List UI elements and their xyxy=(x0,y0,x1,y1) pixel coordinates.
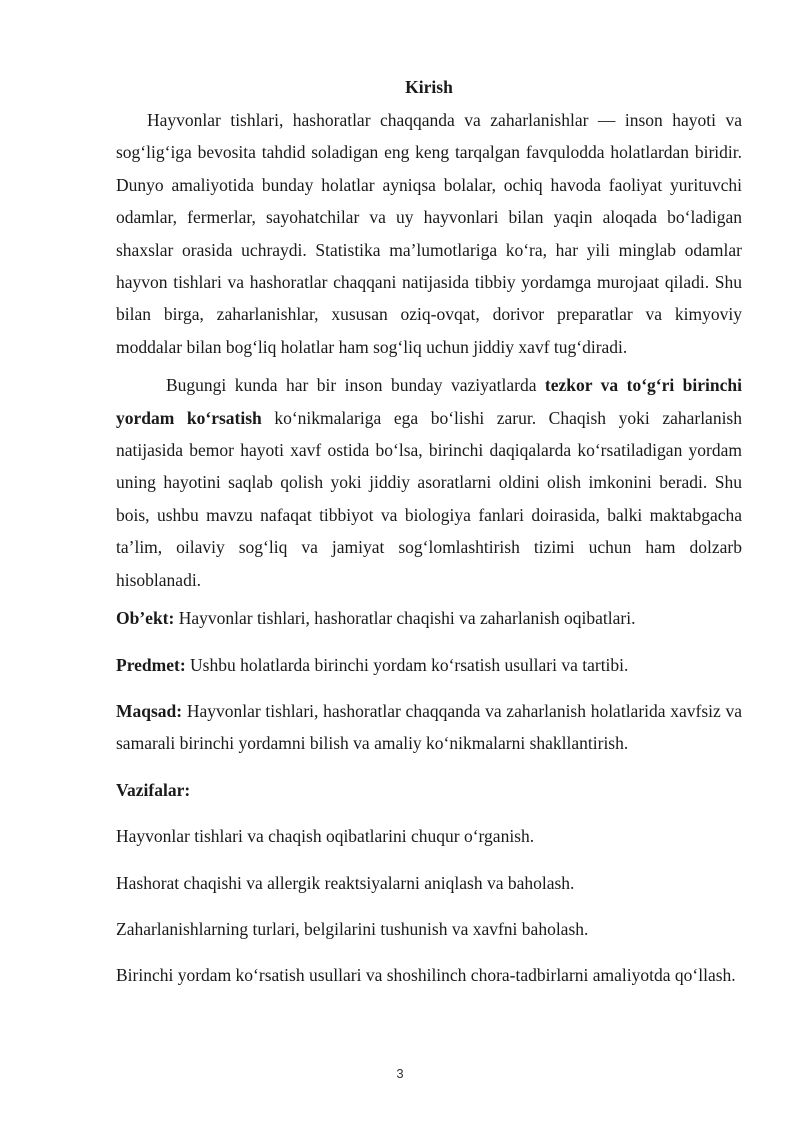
goal-text: Hayvonlar tishlari, hashoratlar chaqqanda va zaharlanish holatlarida xavfsiz va samarali birinchi yordamni bilish va amaliy ko‘nikmalarni shakllantirish. xyxy=(116,700,742,754)
object-label: Ob’ekt: xyxy=(116,608,175,629)
subject-text: Ushbu holatlarda birinchi yordam ko‘rsatish usullari va tartibi. xyxy=(185,654,629,675)
document-page xyxy=(116,72,742,1006)
task-item: Hashorat chaqishi va allergik reaktsiyalarni aniqlash va baholash. xyxy=(116,872,575,893)
subject-line xyxy=(116,649,742,681)
page-number: 3 xyxy=(396,1066,404,1081)
task-item: Zaharlanishlarning turlari, belgilarini tushunish va xavfni baholash. xyxy=(116,918,589,939)
object-line xyxy=(116,602,742,634)
goal-label: Maqsad: xyxy=(116,700,183,721)
goal-line xyxy=(116,695,742,760)
tasks-label: Vazifalar: xyxy=(116,779,191,800)
intro-paragraph-2 xyxy=(116,369,742,596)
paragraph-2-lead: Bugungi kunda har bir inson bunday vaziyatlarda xyxy=(166,375,545,396)
paragraph-2-rest: ko‘nikmalariga ega bo‘lishi zarur. Chaqish yoki zaharlanish natijasida bemor hayoti xavf ostida bo‘lsa, birinchi daqiqalarda ko‘rsatiladigan yordam uning hayotini saqlab qolish yoki jiddiy asoratlarni oldini olish imkonini beradi. Shu bois, ushbu mavzu nafaqat tibbiyot va biologiya fanlari doirasida, balki maktabgacha ta’lim, oilaviy sog‘liq va jamiyat sog‘lomlashtirish tizimi uchun ham dolzarb hisoblanadi. xyxy=(116,407,742,590)
section-title: Kirish xyxy=(405,77,453,97)
task-item: Birinchi yordam ko‘rsatish usullari va shoshilinch chora-tadbirlarni amaliyotda qo‘llash. xyxy=(116,965,736,986)
tasks-heading xyxy=(116,774,742,806)
paragraph-2-emphasis: tezkor va to‘g‘ri birinchi yordam ko‘rsatish xyxy=(116,375,742,428)
task-item: Hayvonlar tishlari va chaqish oqibatlarini chuqur o‘rganish. xyxy=(116,826,535,847)
intro-paragraph-1: Hayvonlar tishlari, hashoratlar chaqqanda va zaharlanishlar — inson hayoti va sog‘lig‘iga bevosita tahdid soladigan eng keng tarqalgan favqulodda holatlardan biridir. Dunyo amaliyotida bunday holatlar ayniqsa bolalar, ochiq havoda faoliyat yurituvchi odamlar, fermerlar, sayohatchilar va uy hayvonlari bilan yaqin aloqada bo‘ladigan shaxslar orasida uchraydi. Statistika ma’lumotlariga ko‘ra, har yili minglab odamlar hayvon tishlari va hashoratlar chaqqani natijasida tibbiy yordamga murojaat qiladi. Shu bilan birga, zaharlanishlar, xususan oziq-ovqat, dorivor preparatlar va kimyoviy moddalar bilan bog‘liq holatlar ham sog‘liq uchun jiddiy xavf tug‘diradi. xyxy=(116,110,742,357)
object-text: Hayvonlar tishlari, hashoratlar chaqishi va zaharlanish oqibatlari. xyxy=(174,608,636,629)
subject-label: Predmet: xyxy=(116,654,186,675)
